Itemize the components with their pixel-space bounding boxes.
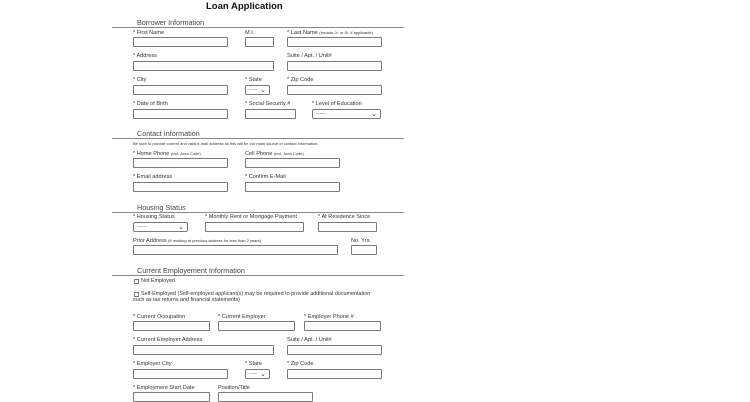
state-label: * State — [245, 77, 262, 83]
self-employed-label-cont: such as tax returns and financial statements) — [133, 297, 240, 303]
employer-city-label: * Employer City — [133, 361, 172, 367]
employer-state-select[interactable]: ----- ⌄ — [245, 369, 270, 379]
last-name-label: * Last Name (include Jr. or Sr. if applicable) — [287, 30, 373, 36]
dob-label: * Date of Birth — [133, 101, 168, 107]
employer-suite-label: Suite / Apt. / Unit# — [287, 337, 332, 343]
employer-zip-input[interactable] — [287, 369, 382, 379]
last-name-input[interactable] — [287, 37, 382, 47]
section-divider — [112, 27, 404, 28]
employer-label: * Current Employer — [218, 314, 266, 320]
prior-address-input[interactable] — [133, 245, 338, 255]
dob-input[interactable] — [133, 109, 228, 119]
home-phone-input[interactable] — [133, 158, 228, 168]
contact-note: Be sure to provide current and valid e-mail address as this will be our main source of contact information. — [133, 141, 319, 146]
chevron-down-icon: ⌄ — [178, 223, 184, 231]
state-select[interactable]: ----- ⌄ — [245, 85, 270, 95]
mi-label: M.I. — [245, 30, 255, 36]
prior-address-label: Prior Address (if residing at previous address for less than 2 years) — [133, 238, 262, 244]
years-label: No. Yrs. — [351, 238, 372, 244]
housing-status-select[interactable]: ------ ⌄ — [133, 222, 188, 232]
housing-status-label: * Housing Status — [133, 214, 175, 220]
position-input[interactable] — [218, 392, 313, 402]
section-divider — [112, 212, 404, 213]
position-label: Position/Title — [218, 385, 250, 391]
self-employed-label: Self-Employed (Self-employed applicant(s) may be required to provide additional documentation — [141, 291, 371, 297]
zip-input[interactable] — [287, 85, 382, 95]
section-title-borrower: Borrower Information — [137, 18, 205, 27]
occupation-input[interactable] — [133, 321, 210, 331]
section-title-employment: Current Employement Information — [137, 266, 245, 275]
employer-phone-label: * Employer Phone # — [304, 314, 354, 320]
rent-input[interactable] — [205, 222, 304, 232]
residence-since-label: * At Residence Since — [318, 214, 371, 220]
chevron-down-icon: ⌄ — [260, 86, 266, 94]
section-title-housing: Housing Status — [137, 203, 186, 212]
address-label: * Address — [133, 53, 157, 59]
first-name-label: * First Name — [133, 30, 165, 36]
start-date-label: * Employment Start Date — [133, 385, 195, 391]
education-select[interactable]: ------ ⌄ — [312, 109, 381, 119]
ssn-input[interactable] — [245, 109, 296, 119]
confirm-email-input[interactable] — [245, 182, 340, 192]
email-input[interactable] — [133, 182, 228, 192]
section-title-contact: Contact Information — [137, 129, 200, 138]
section-divider — [112, 138, 404, 139]
employer-zip-label: * Zip Code — [287, 361, 314, 367]
employer-city-input[interactable] — [133, 369, 228, 379]
cell-phone-input[interactable] — [245, 158, 340, 168]
city-label: * City — [133, 77, 147, 83]
education-label: * Level of Education — [312, 101, 362, 107]
suite-input[interactable] — [287, 61, 382, 71]
email-label: * Email address — [133, 174, 173, 180]
cell-phone-label: Cell Phone (incl. Area Code) — [245, 151, 304, 157]
address-input[interactable] — [133, 61, 274, 71]
employer-address-label: * Current Employer Address — [133, 337, 203, 343]
employer-suite-input[interactable] — [287, 345, 382, 355]
residence-since-input[interactable] — [318, 222, 377, 232]
city-input[interactable] — [133, 85, 228, 95]
years-input[interactable] — [351, 245, 377, 255]
rent-label: * Monthly Rent or Mortgage Payment — [205, 214, 298, 220]
chevron-down-icon: ⌄ — [260, 370, 266, 378]
home-phone-label: * Home Phone (incl. Area Code) — [133, 151, 201, 157]
chevron-down-icon: ⌄ — [371, 110, 377, 118]
ssn-label: * Social Security # — [245, 101, 291, 107]
employer-phone-input[interactable] — [304, 321, 381, 331]
start-date-input[interactable] — [133, 392, 210, 402]
not-employed-label: Not Employed — [141, 278, 175, 284]
employer-state-label: * State — [245, 361, 262, 367]
confirm-email-label: * Confirm E-Mail — [245, 174, 286, 180]
first-name-input[interactable] — [133, 37, 228, 47]
not-employed-checkbox[interactable] — [134, 279, 139, 284]
mi-input[interactable] — [245, 37, 274, 47]
employer-input[interactable] — [218, 321, 295, 331]
section-divider — [112, 275, 404, 276]
zip-label: * Zip Code — [287, 77, 314, 83]
suite-label: Suite / Apt. / Unit# — [287, 53, 332, 59]
occupation-label: * Current Occupation — [133, 314, 186, 320]
page-title: Loan Application — [206, 1, 283, 12]
employer-address-input[interactable] — [133, 345, 274, 355]
